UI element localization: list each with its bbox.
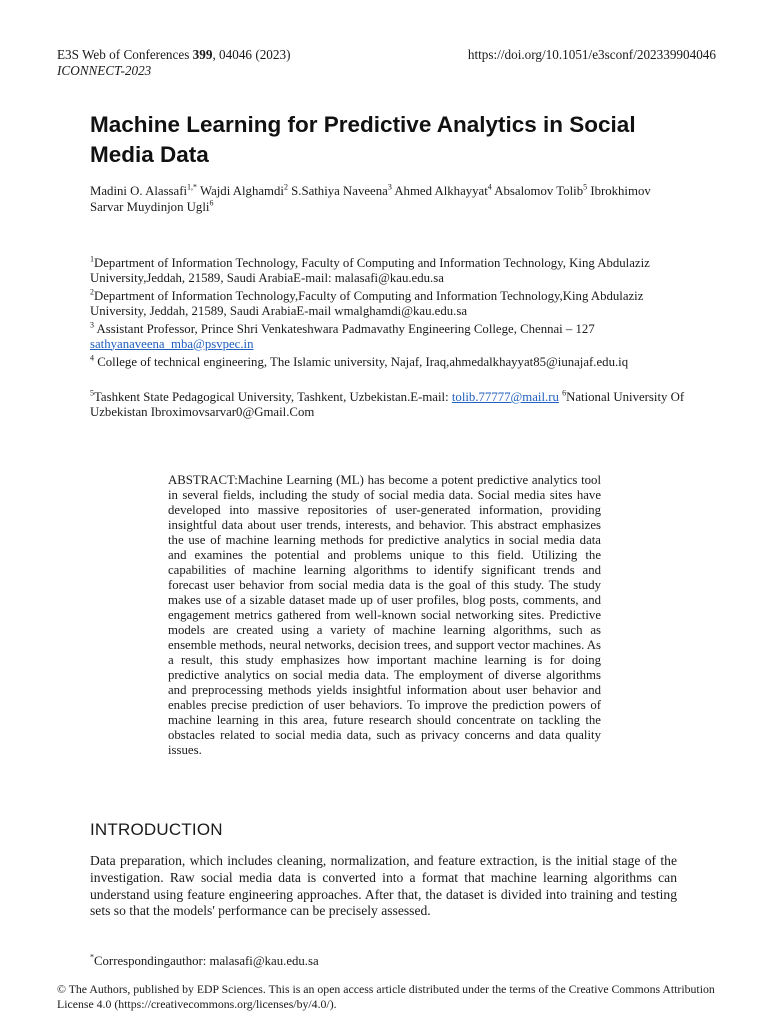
affiliation-marker: 4	[90, 353, 94, 363]
email-link[interactable]: tolib.77777@mail.ru	[451, 390, 559, 404]
section-heading: INTRODUCTION	[90, 820, 223, 839]
license-footer: © The Authors, published by EDP Sciences. This is an open access article distributed under the terms of the Creative Commons Attribution License 4.0 (https://creativecommons.org/licenses/by/4.0/).	[57, 982, 715, 1011]
footnote-marker: *	[90, 952, 94, 962]
author-affiliation-marker: 2	[283, 182, 288, 192]
affiliation-2	[90, 289, 690, 318]
journal-name: E3S Web of Conferences	[57, 47, 193, 62]
author-name: Absalomov Tolib	[494, 184, 584, 198]
affiliation-marker: 5	[90, 388, 94, 398]
corresponding-author-note	[90, 953, 319, 969]
affiliation-text: College of technical engineering, The Islamic university, Najaf, Iraq,ahmedalkhayyat85@iunajaf.edu.iq	[94, 355, 629, 369]
journal-header	[57, 47, 290, 79]
affiliation-text: Department of Information Technology, Faculty of Computing and Information Technology, King Abdulaziz University,Jeddah, 21589, Saudi ArabiaE-mail: malasafi@kau.edu.sa	[90, 256, 650, 285]
affiliation-text: Assistant Professor, Prince Shri Venkateshwara Padmavathy Engineering College, Chennai – 127	[94, 322, 595, 336]
affiliation-marker: 6	[562, 388, 567, 398]
affiliation-text: Tashkent State Pedagogical University, Tashkent, Uzbekistan.E-mail:	[94, 390, 452, 404]
affiliation-5	[90, 390, 690, 419]
author-name: S.Sathiya Naveena	[291, 184, 388, 198]
affiliation-marker: 1	[90, 254, 94, 264]
author-affiliation-marker: 6	[209, 198, 214, 208]
footnote-text: Correspondingauthor: malasafi@kau.edu.sa	[94, 954, 319, 968]
author-name: Madini O. Alassafi	[90, 184, 188, 198]
paper-title: Machine Learning for Predictive Analytics in Social Media Data	[90, 112, 636, 167]
affiliation-marker: 3	[90, 320, 94, 330]
author-affiliation-marker: 3	[387, 182, 392, 192]
affiliation-1	[90, 256, 690, 285]
journal-citation	[57, 47, 290, 63]
author-name: Ahmed Alkhayyat	[394, 184, 488, 198]
body-paragraph: Data preparation, which includes cleaning, normalization, and feature extraction, is the initial stage of the investigation. Raw social media data is converted into a format that machine learning algorithms can understand using feature engineering approaches. After that, the dataset is divided into training and testing sets so that the models' performance can be precisely assessed.	[90, 853, 677, 919]
affiliation-text: National University Of Uzbekistan Ibroximovsarvar0@Gmail.Com	[90, 390, 685, 419]
author-name: Ibrokhimov Sarvar Muydinjon Ugli	[90, 184, 651, 214]
conference-name: ICONNECT-2023	[57, 63, 152, 78]
author-affiliation-marker: 1,*	[187, 182, 198, 192]
affiliation-4	[90, 355, 690, 370]
author-affiliation-marker: 4	[487, 182, 492, 192]
abstract: ABSTRACT:Machine Learning (ML) has become a potent predictive analytics tool in several fields, including the study of social media data. Social media sites have developed into massive repositories of user-generated information, providing insightful data about user trends, interests, and behavior. This abstract emphasizes the use of machine learning methods for predictive analytics in social media data and examines the potential and problems unique to this field. Utilizing the capabilities of machine learning algorithms to identify significant trends and forecast user behavior from social media data is the goal of this study. The study makes use of a sizable dataset made up of user profiles, blog posts, comments, and engagement metrics gathered from well-known social networking sites. Predictive models are created using a variety of machine learning algorithms, such as ensemble methods, neural networks, decision trees, and support vector machines. As a result, this study emphasizes how important machine learning is for doing predictive analytics on social media data. The employment of diverse algorithms and preprocessing methods yields insightful information about user behavior and enables precise prediction of user behaviors. To improve the prediction powers of machine learning in this area, future research should concentrate on tackling the obstacles related to social media data, such as privacy concerns and data quality issues.	[168, 473, 601, 757]
author-name: Wajdi Alghamdi	[200, 184, 284, 198]
doi-link[interactable]: https://doi.org/10.1051/e3sconf/202339904046	[467, 47, 716, 62]
affiliation-text: Department of Information Technology,Faculty of Computing and Information Technology,King Abdulaziz University, Jeddah, 21589, Saudi ArabiaE-mail wmalghamdi@kau.edu.sa	[90, 289, 644, 318]
affiliation-marker: 2	[90, 287, 94, 297]
email-link[interactable]: sathyanaveena_mba@psvpec.in	[90, 336, 254, 351]
journal-volume: 399	[192, 47, 213, 62]
author-list	[90, 183, 680, 215]
author-affiliation-marker: 5	[583, 182, 588, 192]
article-number-year: , 04046 (2023)	[212, 47, 291, 62]
affiliation-3	[90, 322, 690, 351]
